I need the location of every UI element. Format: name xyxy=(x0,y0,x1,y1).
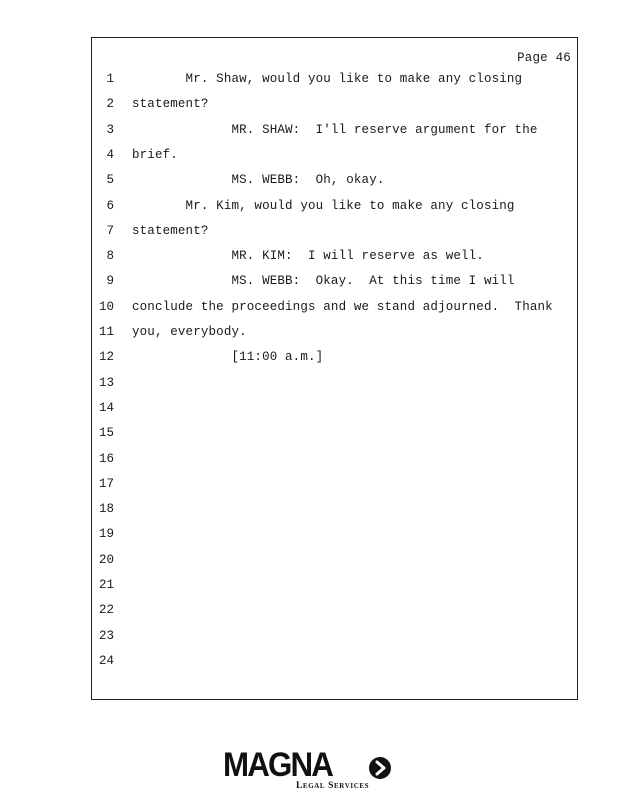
line-number: 17 xyxy=(98,476,114,491)
line-number: 8 xyxy=(106,249,114,264)
line-text: conclude the proceedings and we stand adjourned. Thank xyxy=(132,299,553,314)
line-text: brief. xyxy=(132,147,178,162)
line-text: [11:00 a.m.] xyxy=(132,350,324,365)
line-text: MS. WEBB: Okay. At this time I will xyxy=(132,274,515,289)
line-number: 5 xyxy=(106,173,114,188)
line-text: Mr. Shaw, would you like to make any closing xyxy=(132,72,523,86)
line-number: 12 xyxy=(98,350,114,365)
line-number: 2 xyxy=(106,97,114,112)
line-number: 6 xyxy=(106,198,114,213)
line-number: 4 xyxy=(106,147,114,162)
line-number: 19 xyxy=(98,527,114,542)
magna-logo xyxy=(223,748,398,792)
logo-wordmark: MAGNA xyxy=(223,746,332,784)
line-number: 24 xyxy=(98,653,114,668)
line-number: 21 xyxy=(98,578,114,592)
line-text: MR. KIM: I will reserve as well. xyxy=(132,249,484,264)
chevron-right-circle-icon xyxy=(368,756,392,780)
line-text: statement? xyxy=(132,97,209,112)
line-number: 3 xyxy=(106,122,114,137)
transcript-page xyxy=(91,37,578,700)
line-number: 16 xyxy=(98,451,114,466)
line-text: Mr. Kim, would you like to make any closing xyxy=(132,198,515,213)
line-number: 10 xyxy=(98,299,114,314)
line-text: MR. SHAW: I'll reserve argument for the xyxy=(132,122,538,137)
line-text: MS. WEBB: Oh, okay. xyxy=(132,173,385,188)
line-number: 7 xyxy=(106,223,114,238)
line-number: 22 xyxy=(98,603,114,618)
line-number: 9 xyxy=(106,274,114,289)
logo-subtitle: Legal Services xyxy=(296,781,370,791)
line-number: 18 xyxy=(98,502,114,517)
line-number: 14 xyxy=(98,400,114,415)
line-text: you, everybody. xyxy=(132,325,247,339)
line-number: 1 xyxy=(106,72,114,86)
line-number: 20 xyxy=(98,552,114,567)
line-number: 23 xyxy=(98,628,114,643)
line-number: 11 xyxy=(98,325,114,339)
page-number: Page 46 xyxy=(517,51,571,65)
line-text: statement? xyxy=(132,223,209,238)
line-number: 13 xyxy=(98,375,114,390)
line-number: 15 xyxy=(98,426,114,441)
